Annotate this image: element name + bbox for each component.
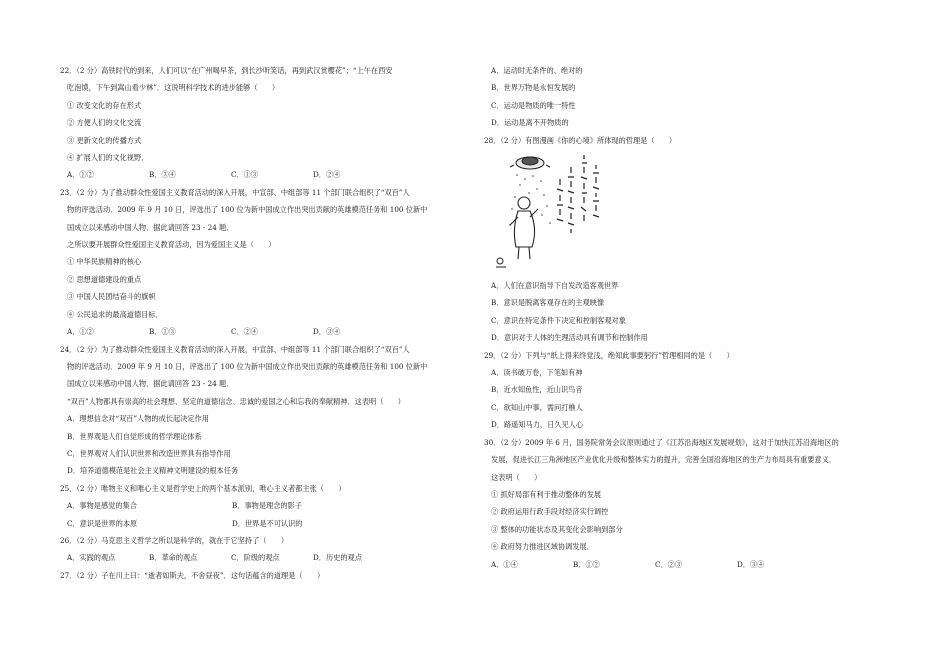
choice-d[interactable]: D．世界是不可认识的 bbox=[232, 518, 303, 528]
question-stem-line: 之所以要开展群众性爱国主义教育活动，因为爱国主义是（ ） bbox=[67, 240, 276, 250]
question-24 bbox=[60, 341, 448, 480]
choice-row bbox=[60, 497, 448, 514]
question-stem-line: 22．（2 分）高铁时代的到来，人们可以“在广州喝早茶，到长沙听笑话，再到武汉赏樱花”；“上午在西安 bbox=[60, 66, 393, 75]
question-stem-line: 24．（2 分）为了推动群众性爱国主义教育活动的深入开展，中宣部、中组部等 11 个部门联合组织了“双百”人 bbox=[60, 344, 410, 354]
question-stem-line: 国成立以来感动中国人物．据此请回答 23 - 24 题． bbox=[67, 222, 234, 232]
choice-a[interactable]: A．理想信念对“双百”人物的成长起决定作用 bbox=[67, 414, 209, 424]
choice-c[interactable]: C．世界观对人们认识世界和改造世界具有指导作用 bbox=[67, 448, 231, 458]
choice-a[interactable]: A．读书破万卷，下笔如有神 bbox=[491, 368, 583, 378]
question-27-options bbox=[484, 62, 904, 132]
choice-a[interactable]: A．①② bbox=[67, 327, 94, 337]
statement-item: ④ 公民追求的最高道德目标． bbox=[67, 309, 163, 319]
choice-b[interactable]: B．事物是理念的影子 bbox=[232, 501, 302, 511]
statement-item: ④ 扩展人们的文化视野． bbox=[67, 153, 149, 163]
question-23 bbox=[60, 184, 448, 341]
question-stem-line: 25．（2 分）唯物主义和唯心主义是哲学史上的两个基本派别，唯心主义者都主张（ ） bbox=[60, 483, 346, 493]
choice-a[interactable]: A．人们在意识指导下自发改造客观世界 bbox=[491, 281, 619, 291]
statement-item: ② 方便人们的文化交流 bbox=[67, 118, 142, 128]
choice-d[interactable]: D．③④ bbox=[313, 327, 341, 337]
question-stem-line: 物的评选活动．2009 年 9 月 10 日，评选出了 100 位为新中国成立作出突出贡献的英雄模范任务和 100 位新中 bbox=[67, 361, 428, 371]
choice-b[interactable]: B．③④ bbox=[149, 170, 176, 180]
question-25 bbox=[60, 480, 448, 532]
choice-c[interactable]: C．意识是世界的本原 bbox=[67, 518, 138, 528]
choice-row bbox=[60, 166, 448, 183]
question-26 bbox=[60, 532, 448, 567]
question-29 bbox=[484, 347, 904, 434]
choice-row bbox=[484, 556, 904, 573]
choice-a[interactable]: A．事物是感觉的集合 bbox=[67, 501, 137, 511]
choice-b[interactable]: B．革命的观点 bbox=[149, 553, 198, 563]
choice-b[interactable]: B．世界观是人们自觉形成的哲学理论体系 bbox=[67, 431, 202, 441]
choice-a[interactable]: A．实践的观点 bbox=[67, 553, 116, 563]
question-stem-line: 国成立以来感动中国人物．据此请回答 23 - 24 题． bbox=[67, 379, 234, 389]
statement-item: ① 中华民族精神的核心 bbox=[67, 257, 142, 267]
choice-d[interactable]: D．历史的观点 bbox=[313, 553, 362, 563]
cartoon-illustration bbox=[492, 151, 612, 271]
right-column bbox=[484, 62, 904, 573]
choice-row bbox=[60, 549, 448, 566]
statement-item: ① 改变文化的存在形式 bbox=[67, 100, 142, 110]
choice-c[interactable]: C．运动是物质的唯一特性 bbox=[491, 100, 576, 110]
choice-d[interactable]: D．培养道德模范是社会主义精神文明建设的根本任务 bbox=[67, 466, 239, 476]
choice-d[interactable]: D．运动是离不开物质的 bbox=[491, 118, 569, 128]
statement-item: ③ 中国人民团结奋斗的旗帜 bbox=[67, 292, 156, 302]
choice-c[interactable]: C．阶级的观点 bbox=[231, 553, 280, 563]
question-28 bbox=[484, 132, 904, 347]
question-stem-line: “双百”人物都具有崇高的社会理想、坚定的道德信念、忠诚的爱国之心和忘我的奉献精神．这表明（ ） bbox=[67, 396, 405, 406]
choice-row bbox=[60, 515, 448, 532]
statement-item: ② 思想道德建设的重点 bbox=[67, 274, 142, 284]
choice-d[interactable]: D．意识对于人体的生理活动具有调节和控制作用 bbox=[491, 333, 648, 343]
choice-d[interactable]: D．②④ bbox=[313, 170, 341, 180]
choice-c[interactable]: C．②④ bbox=[231, 327, 259, 337]
choice-c[interactable]: C．②③ bbox=[655, 559, 683, 569]
statement-item: ① 抓好局部有利于推动整体的发展 bbox=[491, 489, 602, 499]
question-27 bbox=[60, 567, 448, 584]
question-stem-line: 28．（2 分）有图漫画《你的心境》所体现的哲理是（ ） bbox=[484, 135, 677, 145]
choice-b[interactable]: B．意识是脱离客观存在的主观映像 bbox=[491, 298, 605, 308]
question-stem-line: 这表明（ ） bbox=[491, 472, 542, 482]
choice-b[interactable]: B．世界万物是永恒发展的 bbox=[491, 83, 576, 93]
choice-d[interactable]: D．③④ bbox=[737, 559, 765, 569]
question-stem-line: 27．（2 分）子在川上曰：“逝者如斯夫，不舍昼夜”．这句话蕴含的道理是（ ） bbox=[60, 570, 325, 580]
choice-a[interactable]: A．运动时无条件的、绝对的 bbox=[491, 66, 583, 75]
statement-item: ④ 政府努力推进区域协调发展． bbox=[491, 542, 594, 552]
question-stem-line: 30．（2 分）2009 年 6 月，国务院常务会议原则通过了《江苏沿海地区发展规划》，这对于加快江苏沿海地区的 bbox=[484, 437, 839, 447]
statement-item: ③ 更新文化的传播方式 bbox=[67, 135, 142, 145]
statement-item: ③ 整体的功能状态及其变化会影响到部分 bbox=[491, 524, 623, 534]
choice-a[interactable]: A．①④ bbox=[491, 559, 518, 569]
question-22 bbox=[60, 62, 448, 184]
choice-a[interactable]: A．①② bbox=[67, 170, 94, 180]
question-stem-line: 发展，促进长江三角洲地区产业优化升级和整体实力的提升，完善全国沿海地区的生产力布局具有重要意义． bbox=[491, 455, 837, 465]
choice-b[interactable]: B．①② bbox=[573, 559, 600, 569]
cartoon-drawing bbox=[492, 151, 612, 271]
choice-c[interactable]: C．意识在特定条件下决定和控制客观对象 bbox=[491, 315, 626, 325]
question-stem-line: 吃泡馍，下午到嵩山看少林”．这说明科学技术的进步能够（ ） bbox=[67, 83, 280, 93]
choice-row bbox=[60, 323, 448, 340]
choice-b[interactable]: B．近水知鱼性，近山识鸟音 bbox=[491, 385, 583, 395]
question-stem-line: 物的评选活动．2009 年 9 月 10 日，评选出了 100 位为新中国成立作出突出贡献的英雄模范任务和 100 位新中 bbox=[67, 205, 428, 215]
question-stem-line: 29．（2 分）下列与“纸上得来终觉浅，绝知此事要躬行”哲理相同的是（ ） bbox=[484, 350, 734, 360]
question-stem-line: 23．（2 分）为了推动群众性爱国主义教育活动的深入开展，中宣部、中组部等 11 个部门联合组织了“双百”人 bbox=[60, 187, 410, 197]
question-stem-line: 26．（2 分）马克思主义哲学之所以是科学的，就在于它坚持了（ ） bbox=[60, 535, 289, 545]
question-30 bbox=[484, 434, 904, 573]
choice-d[interactable]: D．路遥知马力，日久见人心 bbox=[491, 420, 584, 430]
choice-b[interactable]: B．①③ bbox=[149, 327, 176, 337]
left-column bbox=[60, 62, 448, 584]
statement-item: ② 政府运用行政手段对经济实行调控 bbox=[491, 507, 609, 517]
choice-c[interactable]: C．欲知山中事，需问打樵人 bbox=[491, 402, 583, 412]
choice-c[interactable]: C．①③ bbox=[231, 170, 259, 180]
